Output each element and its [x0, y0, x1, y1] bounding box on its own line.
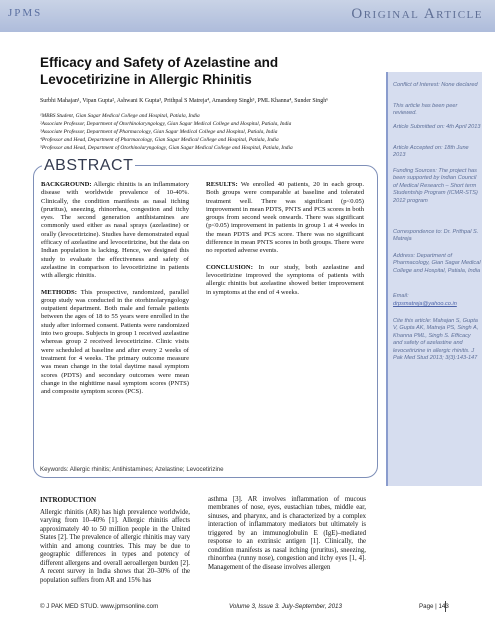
conclusion-text: In our study, both azelastine and levocetirizine improved the symptoms of patients with allergic rhinitis but azelastine showed better improvement in symptoms at the end of 4 weeks. — [206, 263, 364, 296]
results-label: RESULTS: — [206, 181, 238, 188]
abstract-results — [206, 181, 364, 256]
conclusion-label: CONCLUSION: — [206, 263, 253, 271]
author-list: Surbhi Mahajan¹, Vipan Gupta², Ashwani K Gupta³, Prithpal S Matreja⁴, Amandeep Singh⁵, PML Khanna⁴, Sunder Singh⁶ — [40, 98, 329, 104]
methods-label: METHODS: — [41, 288, 77, 296]
background-text: Allergic rhinitis is an inflammatory disease with worldwide prevalence of 10-40%. Clinically, the condition manifests as nasal itching (pruritus), sneezing, rhinorrhea, congestion and itchy eyes. The second generation antihistamines are commonly used either as nasal sprays (azelastine) or orally (levocetirizine). Studies have demonstrated equal efficacy of azelastine and levocetirizine, but the data on Indian population is lacking. Hence, we designed this study to evaluate the effectiveness and safety of azelastine in comparison to levocetirizine in patients with allergic rhinitis. — [41, 181, 189, 280]
journal-header-bar — [0, 0, 495, 32]
abstract-background — [41, 181, 189, 281]
footer-copyright: © J PAK MED STUD. www.jpmsonline.com — [40, 603, 159, 610]
article-info-sidebar — [386, 72, 482, 486]
affiliation-item: ⁴Professor and Head, Department of Pharmacology, Gian Sagar Medical College and Hospital, Patiala, India — [40, 137, 279, 143]
peer-review-note: This article has been peer reviewed. — [393, 103, 458, 117]
keywords-line: Keywords: Allergic rhinitis; Antihistamines; Azelastine; Levocetirizine — [40, 466, 224, 473]
affiliation-item: ²Associate Professor, Department of Otorhinolaryngology, Gian Sagar Medical College and Hospital, Patiala, India — [40, 121, 292, 127]
submitted-date: Article Submitted on: 4th April 2013 — [393, 124, 481, 130]
footer-page-number: Page | 143 — [419, 603, 449, 610]
body-left-column: Allergic rhinitis (AR) has high prevalence worldwide, varying from 10–40% [1]. Allergic rhinitis affects approximately 40 to 50 million people in the United States [2]. The prevalence of allergic rhinitis may vary within and among countries. This may be due to geographic differences in types and potency of different allergens and overall aeroallergen burden [2]. A recent survey in India shows that 20–30% of the population suffers from AR and 15% has — [40, 509, 190, 584]
citation: Cite this article: Mahajan S, Gupta V, Gupta AK, Matreja PS, Singh A, Khanna PML, Singh S. Efficacy and safety of azelastine and levocetirizine in allergic rhinitis. J Pak Med Stud 2013; 3(3):143-147 — [393, 318, 479, 362]
results-text: We enrolled 40 patients, 20 in each group. Both groups were comparable at baseline and tolerated treatment well. There was significant (p<0.05) improvement in mean PDTS, PNTS and PCS scores in both groups from second week onwards. There was significant (p<0.05) improvement in patients in group 1 at 4 weeks in the mean PDTS and PCS score. There was no significant difference in mean PNTS scores in both groups. There were no reported adverse events. — [206, 181, 364, 255]
funding-sources: Funding Sources: The project has been supported by Indian Council of Medical Research – Short term Studentship Program (ICMR-STS) 2012 program — [393, 168, 478, 204]
address: Address: Department of Pharmacology, Gian Sagar Medical College and Hospital, Patiala, India — [393, 253, 481, 274]
affiliation-item: ³Associate Professor, Department of Pharmacology, Gian Sagar Medical College and Hospital, Patiala, India — [40, 129, 278, 135]
abstract-conclusion — [206, 264, 364, 297]
correspondence: Correspondence to: Dr. Prithpal S. Matreja — [393, 229, 479, 243]
body-right-column: asthma [3]. AR involves inflammation of mucous membranes of nose, eyes, eustachian tubes, middle ear, sinuses, and pharynx, and is characterized by a complex interaction of inflammatory mediators but ultimately is triggered by an immunoglobulin E (IgE)–mediated response to an extrinsic antigen [1]. Clinically, the condition manifests as nasal itching (pruritus), sneezing, rhinorrhea (runny nose), congestion and itchy eyes [1, 4]. Management of the disease involves allergen — [208, 496, 366, 571]
abstract-heading: ABSTRACT — [44, 157, 134, 174]
introduction-heading: INTRODUCTION — [40, 496, 97, 504]
abstract-methods — [41, 289, 189, 397]
conflict-of-interest: Conflict of Interest: None declared — [393, 82, 478, 88]
affiliation-list — [40, 112, 380, 152]
article-title: Efficacy and Safety of Azelastine and Levocetirizine in Allergic Rhinitis — [40, 55, 279, 87]
methods-text: This prospective, randomized, parallel group study was conducted in the otorhinolaryngology outpatient department. Both male and female patients between the ages of 18 to 55 years were enrolled in the study after informed consent. Patients were randomized into two groups. Subjects in group 1 received azelastine whereas group 2 received levocetirizine. Clinic visits were scheduled at baseline and after every 2 weeks of treatment for 4 weeks. The primary outcome measure was mean change in the total daytime nasal symptom scores (PDTS) and secondary outcomes were mean change in the nighttime nasal symptom scores (PNTS) and composite symptom scores (PCS). — [41, 288, 189, 396]
abstract-left-column — [41, 181, 189, 404]
email-link[interactable]: drpsmatreja@yahoo.co.in — [393, 301, 457, 307]
abstract-right-column — [206, 181, 364, 305]
email-label: Email: — [393, 293, 409, 299]
accepted-date: Article Accepted on: 18th June 2013 — [393, 145, 469, 159]
article-type: Original Article — [351, 6, 483, 22]
affiliation-item: ⁵Professor and Head, Department of Otorhinolaryngology, Gian Sagar Medical College and Hospital, Patiala, India — [40, 145, 293, 151]
affiliation-item: ¹MBBS Student, Gian Sagar Medical College and Hospital, Patiala, India — [40, 113, 200, 119]
background-label: BACKGROUND: — [41, 181, 92, 188]
footer-issue: Volume 3, Issue 3. July-September, 2013 — [229, 603, 342, 610]
journal-name: JPMS — [8, 7, 43, 19]
